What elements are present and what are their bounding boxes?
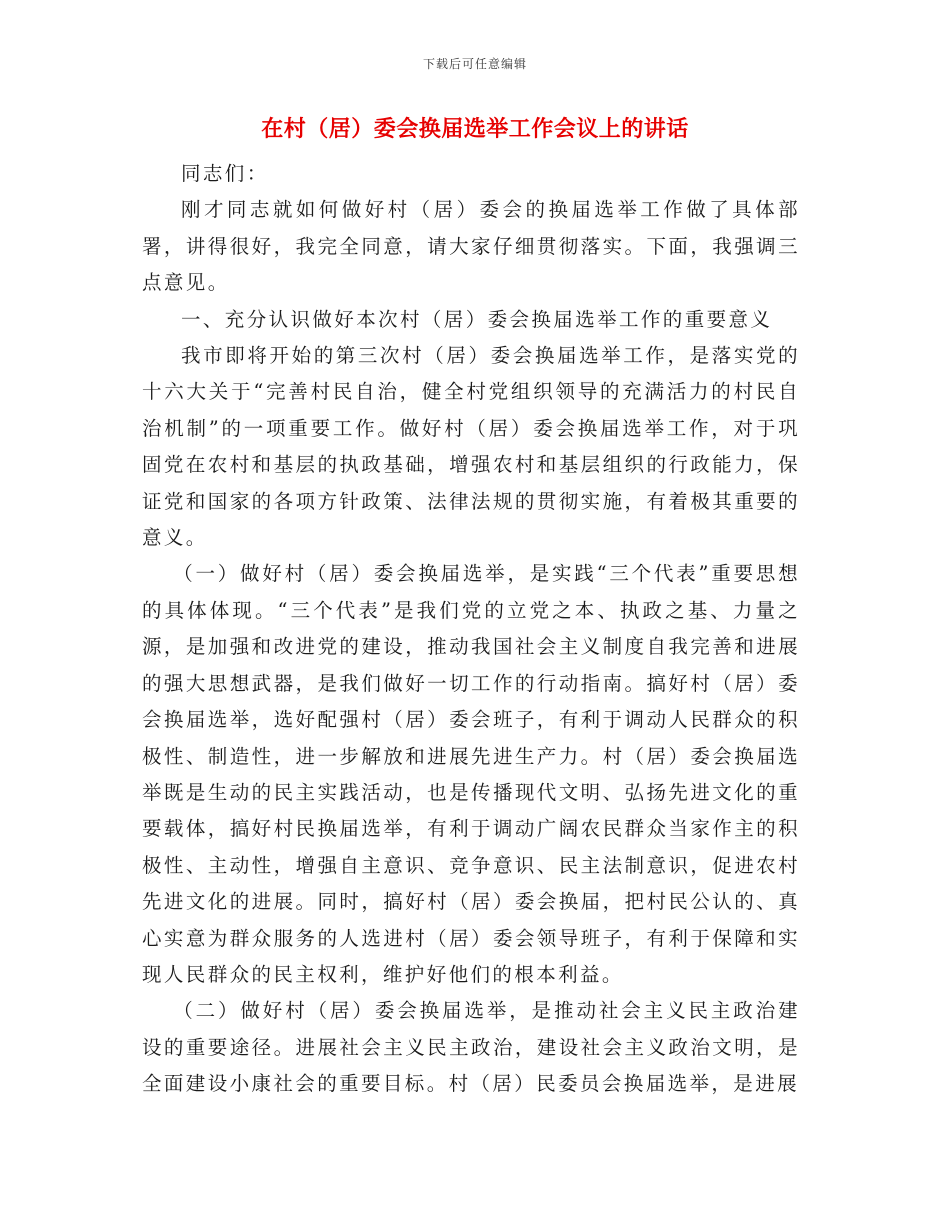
document-title: 在村（居）委会换届选举工作会议上的讲话 [261, 116, 689, 142]
body-paragraph: 我市即将开始的第三次村（居）委会换届选举工作，是落实党的十六大关于“完善村民自治，健全村党组织领导的充满活力的村民自治机制”的一项重要工作。做好村（居）委会换届选举工作，对于巩固党在农村和基层的执政基础，增强农村和基层组织的行政能力，保证党和国家的各项方针政策、法律法规的贯彻实施，有着极其重要的意义。 [142, 344, 800, 550]
document-body [142, 156, 800, 1103]
page-header-note: 下载后可任意编辑 [422, 57, 527, 71]
intro-paragraph: 刚才同志就如何做好村（居）委会的换届选举工作做了具体部署，讲得很好，我完全同意，请大家仔细贯彻落实。下面，我强调三点意见。 [142, 198, 800, 295]
salutation: 同志们： [181, 162, 269, 185]
section-heading-1: 一、充分认识做好本次村（居）委会换届选举工作的重要意义 [181, 307, 773, 331]
subsection-paragraph-1: （一）做好村（居）委会换届选举，是实践“三个代表”重要思想的具体体现。“三个代表”是我们党的立党之本、执政之基、力量之源，是加强和改进党的建设，推动我国社会主义制度自我完善和进展的强大思想武器，是我们做好一切工作的行动指南。搞好村（居）委会换届选举，选好配强村（居）委会班子，有利于调动人民群众的积极性、制造性，进一步解放和进展先进生产力。村（居）委会换届选举既是生动的民主实践活动，也是传播现代文明、弘扬先进文化的重要载体，搞好村民换届选举，有利于调动广阔农民群众当家作主的积极性、主动性，增强自主意识、竞争意识、民主法制意识，促进农村先进文化的进展。同时，搞好村（居）委会换届，把村民公认的、真心实意为群众服务的人选进村（居）委会领导班子，有利于保障和实现人民群众的民主权利，维护好他们的根本利益。 [142, 562, 800, 986]
subsection-paragraph-2: （二）做好村（居）委会换届选举，是推动社会主义民主政治建设的重要途径。进展社会主义民主政治，建设社会主义政治文明，是全面建设小康社会的重要目标。村（居）民委员会换届选举，是进展 [142, 999, 800, 1096]
